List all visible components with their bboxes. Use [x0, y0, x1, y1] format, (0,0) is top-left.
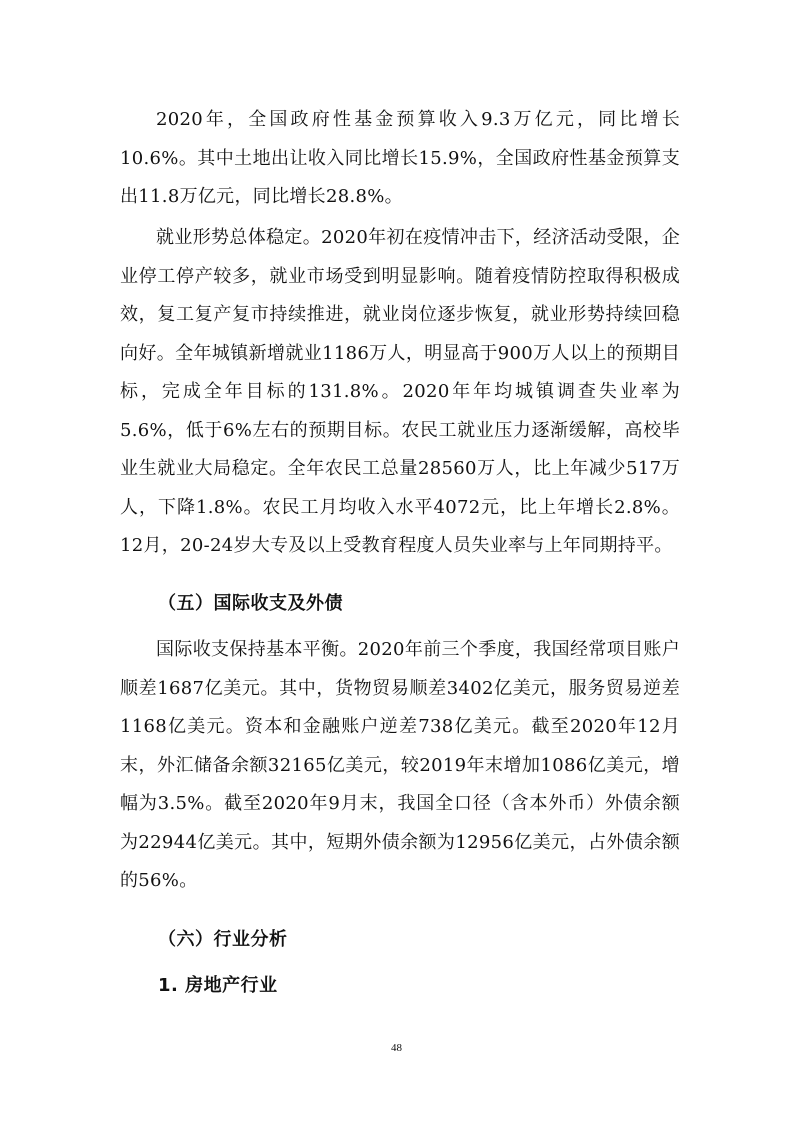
section-heading-balance-of-payments: （五）国际收支及外债 — [158, 593, 343, 614]
section-heading-industry-analysis: （六）行业分析 — [158, 929, 288, 950]
paragraph-employment: 就业形势总体稳定。2020年初在疫情冲击下，经济活动受限，企业停工停产较多，就业市场受到明显影响。随着疫情防控取得积极成效，复工复产复市持续推进，就业岗位逐步恢复，就业形势持续回稳向好。全年城镇新增就业1186万人，明显高于900万人以上的预期目标，完成全年目标的131.8%。2020年年均城镇调查失业率为5.6%，低于6%左右的预期目标。农民工就业压力逐渐缓解，高校毕业生就业大局稳定。全年农民工总量28560万人，比上年减少517万人，下降1.8%。农民工月均收入水平4072元，比上年增长2.8%。12月，20-24岁大专及以上受教育程度人员失业率与上年同期持平。 — [120, 227, 680, 556]
subsection-heading-real-estate: 1. 房地产行业 — [158, 975, 278, 996]
paragraph-balance-of-payments: 国际收支保持基本平衡。2020年前三个季度，我国经常项目账户顺差1687亿美元。其中，货物贸易顺差3402亿美元，服务贸易逆差1168亿美元。资本和金融账户逆差738亿美元。截至2020年12月末，外汇储备余额32165亿美元，较2019年末增加1086亿美元，增幅为3.5%。截至2020年9月末，我国全口径（含本外币）外债余额为22944亿美元。其中，短期外债余额为12956亿美元，占外债余额的56%。 — [120, 639, 680, 891]
paragraph-government-fund-budget: 2020年，全国政府性基金预算收入9.3万亿元，同比增长10.6%。其中土地出让收入同比增长15.9%，全国政府性基金预算支出11.8万亿元，同比增长28.8%。 — [120, 109, 680, 207]
page-number: 48 — [391, 1042, 402, 1054]
